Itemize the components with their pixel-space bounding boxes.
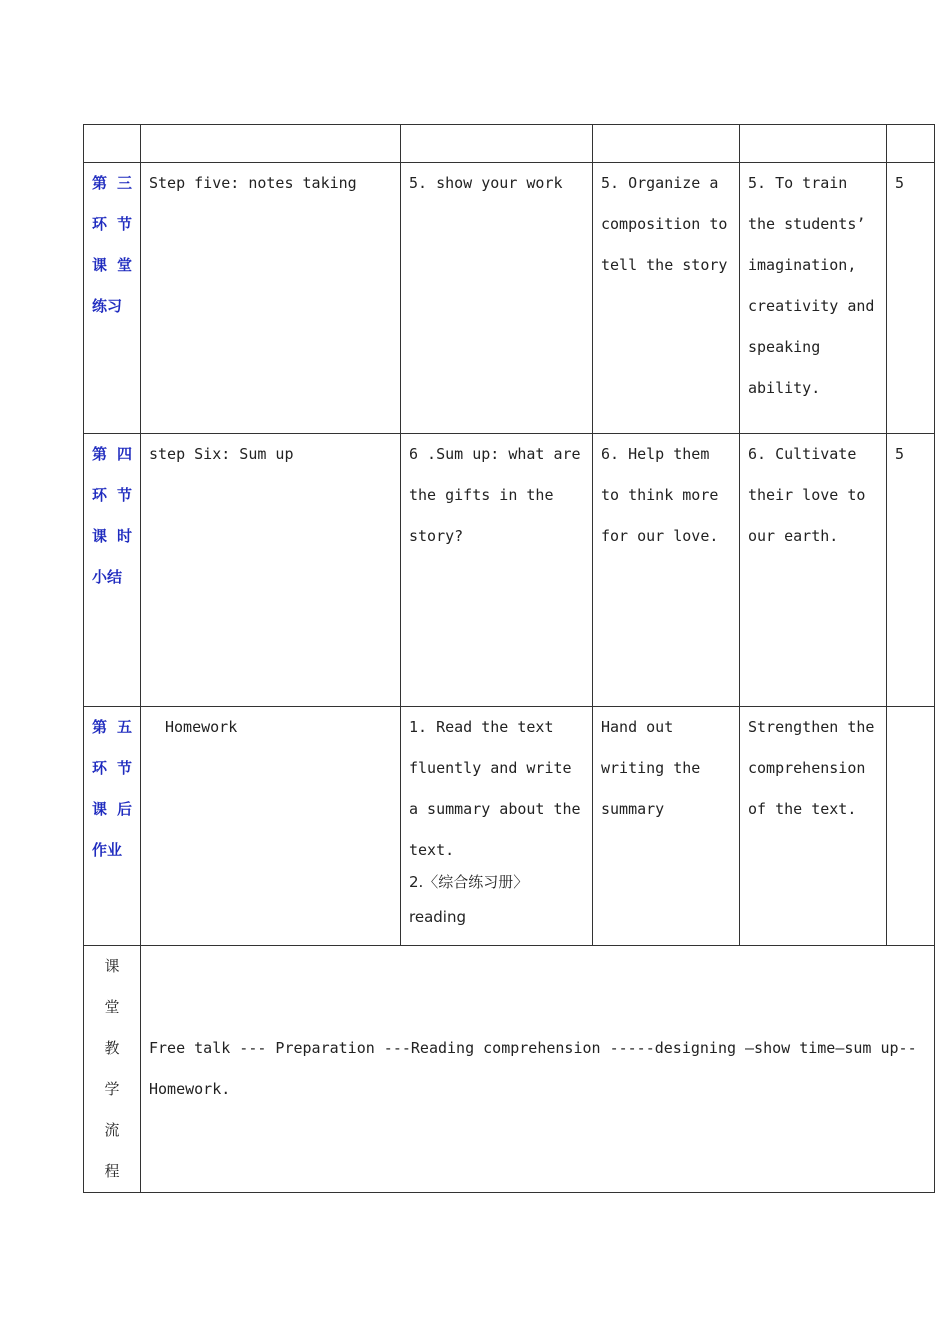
stage-label-line: 环 节: [92, 215, 132, 233]
empty-cell: [84, 125, 141, 163]
stage-label-line: 课 堂: [92, 256, 132, 274]
empty-cell: [141, 125, 401, 163]
stage-label-line: 小结: [92, 568, 123, 586]
student-activity-cell: 5. Organize a composition to tell the story: [593, 163, 740, 434]
stage-label-line: 课 时: [92, 527, 132, 545]
purpose-cell: 6. Cultivate their love to our earth.: [740, 434, 887, 707]
flow-label-char: 堂: [104, 998, 120, 1016]
stage-label-line: 第 三: [92, 174, 132, 192]
table-row: [84, 434, 935, 707]
purpose-cell: 5. To train the students’ imagination, creativity and speaking ability.: [740, 163, 887, 434]
stage-label-line: 作业: [92, 841, 123, 859]
flow-label-char: 学: [104, 1080, 120, 1098]
flow-label: [84, 946, 141, 1193]
flow-label-char: 程: [104, 1162, 120, 1180]
empty-cell: [887, 125, 935, 163]
step-cell: Step five: notes taking: [141, 163, 401, 434]
student-activity-cell: [593, 707, 740, 946]
empty-cell: [593, 125, 740, 163]
flow-label-char: 课: [104, 957, 120, 975]
stage-label: [84, 163, 141, 434]
table-row: [84, 946, 935, 1193]
empty-cell: [401, 125, 593, 163]
teacher-activity-cell: [401, 707, 593, 946]
stage-label-line: 环 节: [92, 759, 132, 777]
flow-text: Free talk --- Preparation ---Reading comprehension -----designing —show time—sum up--Homework.: [141, 946, 935, 1193]
stage-label: [84, 434, 141, 707]
stage-label-line: 第 四: [92, 445, 132, 463]
table-row: [84, 707, 935, 946]
blank-header-row: [84, 125, 935, 163]
step-cell: step Six: Sum up: [141, 434, 401, 707]
stage-label: [84, 707, 141, 946]
table-row: [84, 163, 935, 434]
student-activity-cell: 6. Help them to think more for our love.: [593, 434, 740, 707]
teacher-activity-extra: 2.〈综合练习册〉reading: [409, 873, 529, 926]
flow-label-char: 流: [104, 1121, 120, 1139]
time-cell: 5: [887, 163, 935, 434]
teacher-activity-cell: 5. show your work: [401, 163, 593, 434]
step-cell: [141, 707, 401, 946]
purpose-cell: Strengthen the comprehension of the text.: [740, 707, 887, 946]
stage-label-line: 课 后: [92, 800, 132, 818]
stage-label-line: 环 节: [92, 486, 132, 504]
stage-label-line: 练习: [92, 297, 123, 315]
step-text: Homework: [165, 718, 238, 736]
time-cell: [887, 707, 935, 946]
teacher-activity-cell: 6 .Sum up: what are the gifts in the story?: [401, 434, 593, 707]
empty-cell: [740, 125, 887, 163]
lesson-plan-table: [83, 124, 935, 1193]
teacher-activity-text: 1. Read the text fluently and write a summary about the text.: [409, 718, 581, 859]
student-activity-text: Hand out writing the summary: [601, 718, 701, 818]
time-cell: 5: [887, 434, 935, 707]
flow-label-char: 教: [104, 1039, 120, 1057]
stage-label-line: 第 五: [92, 718, 132, 736]
